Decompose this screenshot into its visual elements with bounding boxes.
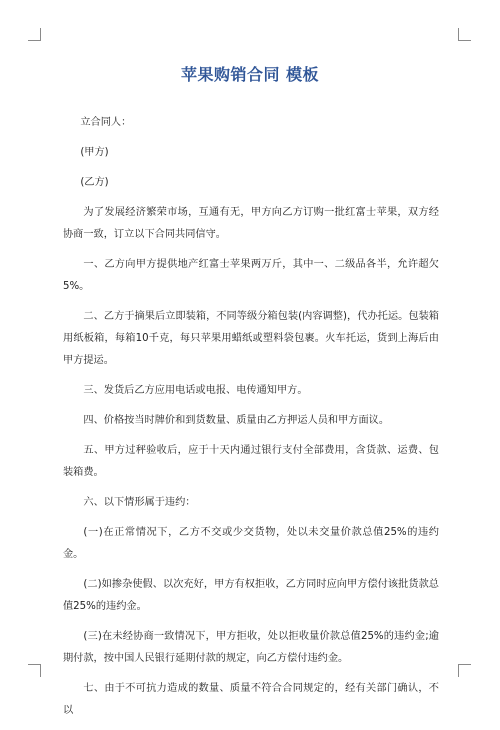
paragraph-party-b: (乙方) — [80, 177, 109, 188]
clause-7: 七、由于不可抗力造成的数量、质量不符合合同规定的，经有关部门确认，不以 — [63, 683, 439, 716]
document-title: 苹果购销合同 模板 — [180, 65, 320, 84]
document-body — [63, 112, 439, 730]
clause-6-item-2: (二)如掺杂使假、以次充好，甲方有权拒收，乙方同时应向甲方偿付该批货款总值25%的违约金。 — [63, 579, 439, 612]
clause-6-item-3: (三)在未经协商一致情况下，甲方拒收，处以拒收量价款总值25%的违约金;逾期付款，按中国人民银行延期付款的规定，向乙方偿付违约金。 — [63, 631, 439, 664]
crop-mark-bottom-left — [28, 664, 41, 677]
clause-4: 四、价格按当时牌价和到货数量、质量由乙方押运人员和甲方面议。 — [83, 415, 390, 426]
crop-mark-top-left — [28, 28, 41, 41]
clause-2: 二、乙方于摘果后立即装箱，不同等级分箱包装(内容调整)，代办托运。包装箱用纸板箱，每箱10千克，每只苹果用蜡纸或塑料袋包裹。火车托运，货到上海后由甲方提运。 — [63, 311, 439, 366]
paragraph-preamble: 为了发展经济繁荣市场，互通有无，甲方向乙方订购一批红富士苹果，双方经协商一致，订立以下合同共同信守。 — [63, 207, 439, 240]
clause-5: 五、甲方过秤验收后，应于十天内通过银行支付全部费用，含货款、运费、包装箱费。 — [63, 445, 439, 478]
paragraph-contract-parties: 立合同人： — [80, 117, 132, 128]
clause-6-item-1: (一)在正常情况下，乙方不交或少交货物，处以未交量价款总值25%的违约金。 — [63, 527, 439, 560]
clause-1: 一、乙方向甲方提供地产红富士苹果两万斤，其中一、二级品各半，允许超欠5%。 — [63, 259, 439, 292]
clause-6: 六、以下情形属于违约： — [83, 497, 196, 508]
paragraph-party-a: (甲方) — [80, 147, 109, 158]
crop-mark-bottom-right — [458, 664, 471, 677]
clause-3: 三、发货后乙方应用电话或电报、电传通知甲方。 — [83, 385, 308, 396]
crop-mark-top-right — [458, 28, 471, 41]
